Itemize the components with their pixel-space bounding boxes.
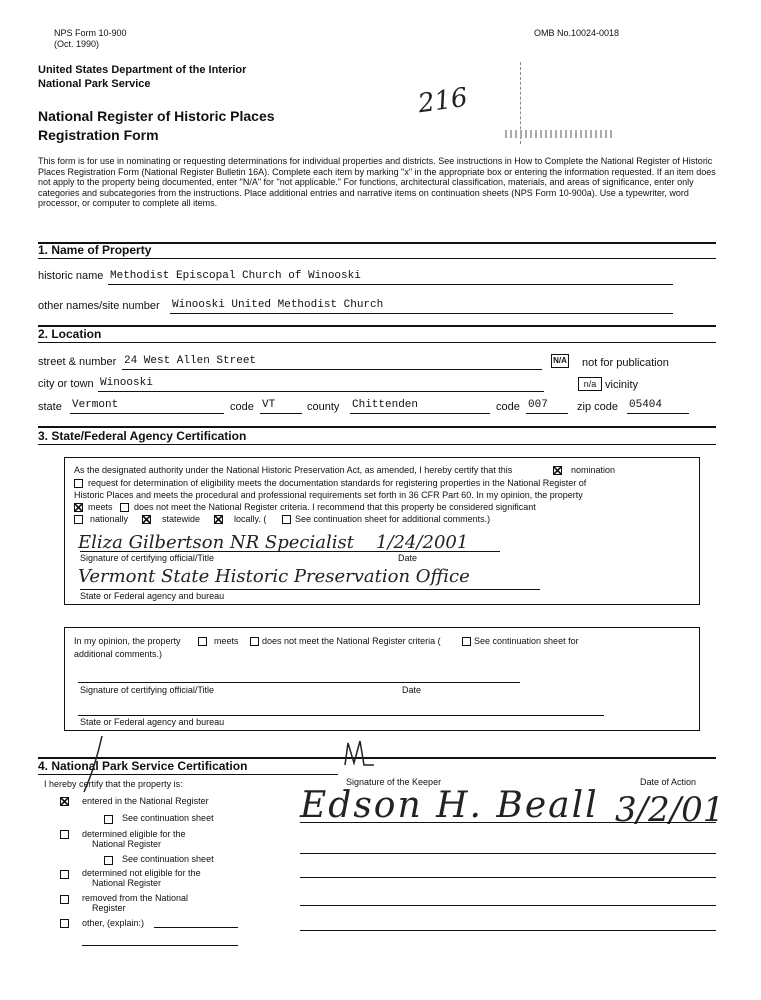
service: National Park Service — [38, 78, 151, 90]
date-label-2: Date — [402, 685, 422, 695]
nationally-label: nationally — [90, 514, 129, 524]
agency-line — [78, 715, 604, 716]
code-label: code — [230, 401, 254, 413]
na-vicinity-box[interactable]: n/a — [578, 377, 602, 391]
request-checkbox[interactable] — [74, 479, 83, 488]
section1-heading: 1. Name of Property — [38, 243, 152, 257]
opinion-does-not-meet-checkbox[interactable] — [250, 637, 259, 646]
agency-label: State or Federal agency and bureau — [80, 591, 225, 601]
county-code-label: code — [496, 401, 520, 413]
eligible-label-2: National Register — [92, 839, 162, 849]
section-rule — [38, 325, 716, 327]
cert-line-2: request for determination of eligibility meets the documentation standards for registering properties in the National Register of — [88, 478, 587, 488]
nomination-checkbox[interactable] — [553, 466, 562, 475]
stamp-text — [505, 130, 615, 138]
opinion-continuation-checkbox[interactable] — [462, 637, 471, 646]
other-names-value[interactable]: Winooski United Methodist Church — [172, 299, 384, 311]
agency-line — [80, 589, 540, 590]
signature-label-2: Signature of certifying official/Title — [80, 685, 215, 695]
entered-label: entered in the National Register — [82, 796, 209, 806]
removed-label-1: removed from the National — [82, 893, 189, 903]
opinion-meets-label: meets — [214, 636, 239, 646]
locally-label: locally. ( — [234, 514, 267, 524]
opinion-additional: additional comments.) — [74, 649, 163, 659]
na-box[interactable]: N/A — [551, 354, 569, 368]
signature-line — [300, 853, 716, 854]
signature-line — [300, 930, 716, 931]
locally-checkbox[interactable] — [214, 515, 223, 524]
keeper-signature: Edson H. Beall — [300, 785, 599, 826]
not-for-publication: not for publication — [582, 357, 669, 369]
field-line — [70, 413, 224, 414]
field-line — [627, 413, 689, 414]
department: United States Department of the Interior — [38, 64, 247, 76]
county-value[interactable]: Chittenden — [352, 399, 419, 411]
eligible-continuation-label: See continuation sheet — [122, 854, 214, 864]
zip-value[interactable]: 05404 — [629, 399, 663, 411]
signature-label: Signature of certifying official/Title — [80, 553, 215, 563]
not-eligible-label-2: National Register — [92, 878, 162, 888]
state-label: state — [38, 401, 62, 413]
zip-label: zip code — [577, 401, 618, 413]
handwritten-number: 216 — [416, 82, 470, 120]
field-line — [98, 391, 544, 392]
entered-checkbox[interactable] — [60, 797, 69, 806]
opinion-does-not-meet-label: does not meet the National Register criteria ( — [262, 636, 441, 646]
does-not-meet-checkbox[interactable] — [120, 503, 129, 512]
instructions: This form is for use in nominating or requesting determinations for individual properties and districts. See instructions in How to Complete the National Register of Historic Places Registration Form (National Register Bulletin 16A). Complete each item by marking "x" in the appropriate box or entering the information requested. If an item does not apply to the property being documented, enter "N/A" for "not applicable." For functions, architectural classification, materials, and areas of significance, enter only categories and subcategories from the instructions. Place additional entries and narrative items on continuation sheets (NPS Form 10-900a). Use a typewriter, word processor, or computer to complete all items. — [38, 156, 716, 208]
meets-checkbox[interactable] — [74, 503, 83, 512]
section-underline — [38, 342, 716, 343]
explain-line[interactable] — [154, 927, 238, 928]
removed-checkbox[interactable] — [60, 895, 69, 904]
section-underline — [38, 444, 716, 445]
eligible-continuation-checkbox[interactable] — [104, 856, 113, 865]
state-value[interactable]: Vermont — [72, 399, 119, 411]
section3-heading: 3. State/Federal Agency Certification — [38, 429, 247, 443]
county-label: county — [307, 401, 340, 413]
field-line — [170, 313, 673, 314]
eligible-label-1: determined eligible for the — [82, 829, 186, 839]
removed-label-2: Register — [92, 903, 126, 913]
action-date: 3/2/01 — [615, 790, 725, 830]
field-line — [122, 369, 542, 370]
section4-heading: 4. National Park Service Certification — [38, 759, 248, 773]
other-names-label: other names/site number — [38, 300, 160, 312]
section-rule — [38, 426, 716, 428]
section-underline — [38, 258, 716, 259]
street-value[interactable]: 24 West Allen Street — [124, 355, 257, 367]
other-checkbox[interactable] — [60, 919, 69, 928]
field-line — [108, 284, 673, 285]
nomination-label: nomination — [571, 465, 616, 475]
form-subtitle: Registration Form — [38, 127, 159, 143]
statewide-label: statewide — [162, 514, 201, 524]
signature-line — [300, 822, 716, 823]
field-line — [350, 413, 490, 414]
continuation-checkbox[interactable] — [282, 515, 291, 524]
eligible-checkbox[interactable] — [60, 830, 69, 839]
date-of-action-label: Date of Action — [640, 777, 697, 787]
form-date: (Oct. 1990) — [54, 39, 100, 49]
signature-line — [300, 905, 716, 906]
keeper-initials — [340, 735, 380, 775]
meets-label: meets — [88, 502, 113, 512]
signature-line — [78, 682, 520, 683]
agency-handwritten: Vermont State Historic Preservation Office — [78, 566, 470, 587]
field-line — [260, 413, 302, 414]
historic-name-label: historic name — [38, 270, 104, 282]
nationally-checkbox[interactable] — [74, 515, 83, 524]
not-eligible-checkbox[interactable] — [60, 870, 69, 879]
certifying-date: 1/24/2001 — [376, 532, 469, 553]
opinion-continuation-label: See continuation sheet for — [474, 636, 579, 646]
entered-continuation-label: See continuation sheet — [122, 813, 214, 823]
certifying-signature: Eliza Gilbertson NR Specialist — [78, 532, 354, 553]
keeper-label: Signature of the Keeper — [346, 777, 442, 787]
certify-intro: I hereby certify that the property is: — [44, 779, 183, 789]
historic-name-value[interactable]: Methodist Episcopal Church of Winooski — [110, 270, 361, 282]
county-code-value[interactable]: 007 — [528, 399, 548, 411]
opinion-meets-checkbox[interactable] — [198, 637, 207, 646]
city-value[interactable]: Winooski — [100, 377, 153, 389]
agency-label-2: State or Federal agency and bureau — [80, 717, 225, 727]
signature-line — [300, 877, 716, 878]
street-label: street & number — [38, 356, 117, 368]
vicinity-label: vicinity — [605, 379, 639, 391]
signature-line — [80, 551, 500, 552]
form-number: NPS Form 10-900 — [54, 28, 127, 38]
city-label: city or town — [38, 378, 94, 390]
field-line — [526, 413, 568, 414]
section2-heading: 2. Location — [38, 327, 102, 341]
other-label: other, (explain:) — [82, 918, 145, 928]
not-eligible-label-1: determined not eligible for the — [82, 868, 201, 878]
explain-line-2[interactable] — [82, 945, 238, 946]
cert-line-4: does not meet the National Register criteria. I recommend that this property be considered significant — [134, 502, 536, 512]
opinion-text: In my opinion, the property — [74, 636, 181, 646]
omb-number: OMB No.10024-0018 — [534, 28, 620, 38]
continuation-label: See continuation sheet for additional comments.) — [295, 514, 491, 524]
code-value[interactable]: VT — [262, 399, 276, 411]
cert-line-1: As the designated authority under the National Historic Preservation Act, as amended, I hereby certify that this — [74, 465, 513, 475]
entered-continuation-checkbox[interactable] — [104, 815, 113, 824]
date-label: Date — [398, 553, 418, 563]
form-title: National Register of Historic Places — [38, 108, 275, 124]
statewide-checkbox[interactable] — [142, 515, 151, 524]
cert-line-3: Historic Places and meets the procedural and professional requirements set forth in 36 CFR Part 60. In my opinion, the property — [74, 490, 583, 500]
